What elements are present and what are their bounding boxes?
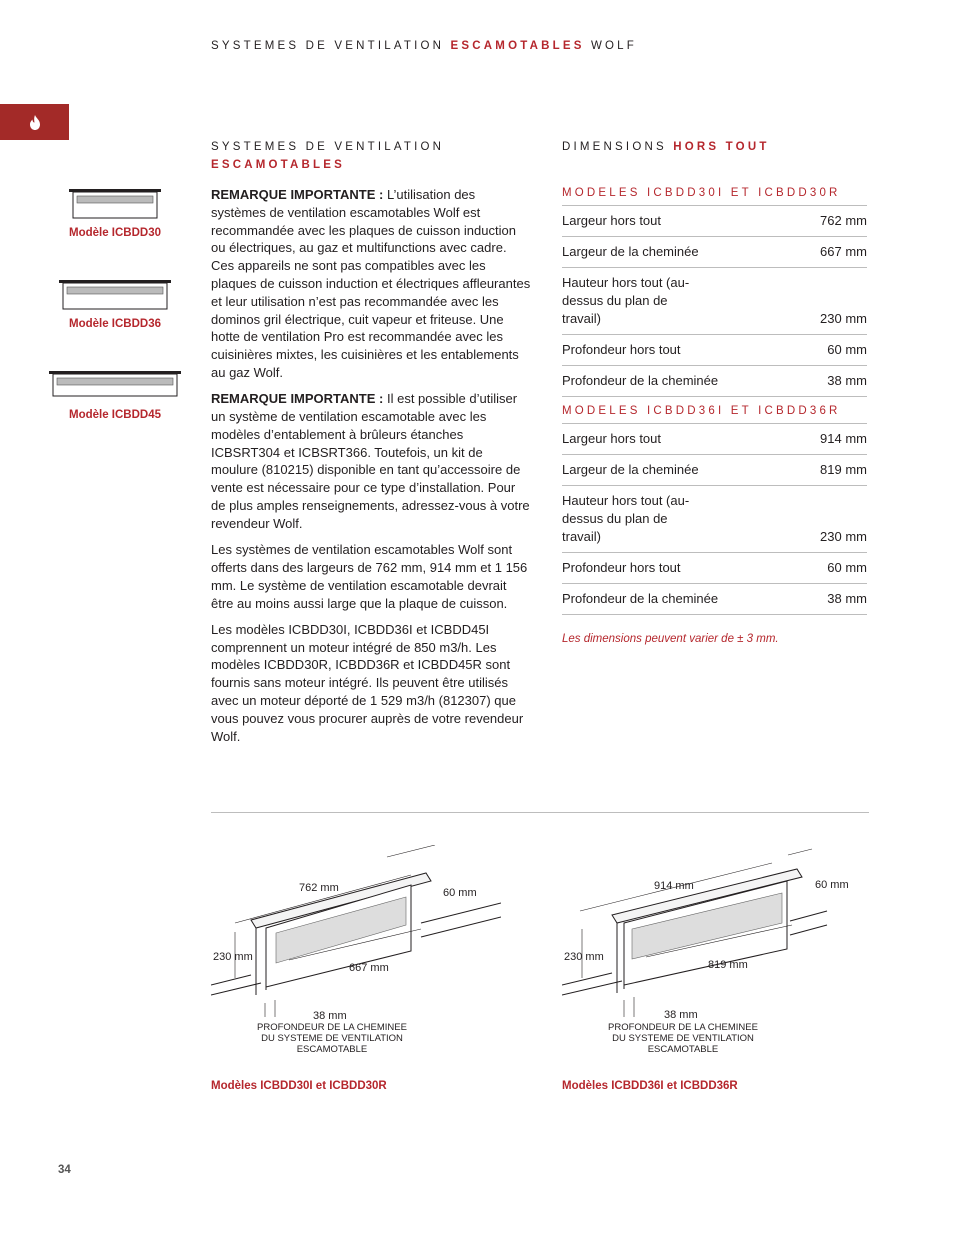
thumb-label-36: Modèle ICBDD36 xyxy=(68,318,162,330)
dim-chimney-depth: 38 mm xyxy=(664,1009,698,1021)
cap-line1: PROFONDEUR DE LA CHEMINEE xyxy=(257,1022,407,1033)
left-title xyxy=(211,138,531,174)
page-header xyxy=(211,40,637,52)
row-value: 819 mm xyxy=(820,455,867,486)
p1-text: L’utilisation des systèmes de ventilation escamotables Wolf est recommandée avec les plaques de cuisson induction ou électriques, au gaz et multifunctions avec cadre. Ces appareils ne sont pas compatibles avec les plaques de cuisson induction et électriques affleurantes et leur utilisation n’est pas recommandée avec les dominos gril électrique, cuit vapeur et friteuse. Une hotte de ventilation Pro est recommandée avec les cuisinières mixtes, les cuisinières et les entablements au gaz Wolf. xyxy=(211,187,531,380)
thumb-label-30: Modèle ICBDD30 xyxy=(68,227,162,239)
row-value: 38 mm xyxy=(820,366,867,397)
row-label: Profondeur hors tout xyxy=(562,553,820,584)
p2-text: Il est possible d’utiliser un système de ventilation escamotable avec les modèles d’entablement à brûleurs étanches ICBSRT304 et ICBSRT366. Toutefois, un kit de moulure (810215) disponible en tant qu’accessoire de vente est nécessaire pour ce type d’installation. Pour de plus amples renseignements, adressez-vous à votre revendeur Wolf. xyxy=(211,391,530,531)
table-row xyxy=(562,584,867,615)
left-column xyxy=(211,138,531,754)
right-title-part1: DIMENSIONS xyxy=(562,141,674,153)
diagram-icbdd36 xyxy=(562,845,852,1065)
cap-line1: PROFONDEUR DE LA CHEMINEE xyxy=(608,1022,758,1033)
paragraph-4: Les modèles ICBDD30I, ICBDD36I et ICBDD45I comprennent un moteur intégré de 850 m3/h. Les modèles ICBDD30R, ICBDD36R et ICBDD45R sont fournis sans moteur intégré. Ils peuvent être utilisés avec un moteur déporté de 1 529 m3/h (812307) que vous pouvez vous procurer auprès de votre revendeur Wolf. xyxy=(211,621,524,744)
paragraph-1 xyxy=(211,186,531,382)
row-label: Hauteur hors tout (au-dessus du plan de travail) xyxy=(562,486,820,553)
row-label: Profondeur de la cheminée xyxy=(562,584,820,615)
row-value: 60 mm xyxy=(820,335,867,366)
table-row xyxy=(562,455,867,486)
p2-bold: REMARQUE IMPORTANTE : xyxy=(211,391,384,407)
dim-depth: 60 mm xyxy=(815,879,849,891)
thumb-icbdd30 xyxy=(40,187,190,239)
left-title-line2: ESCAMOTABLES xyxy=(211,159,346,171)
dim-height: 230 mm xyxy=(213,951,253,963)
table-row xyxy=(562,268,867,335)
table-row xyxy=(562,206,867,237)
chimney-depth-caption xyxy=(241,1022,423,1055)
row-label: Hauteur hors tout (au-dessus du plan de travail) xyxy=(562,268,820,335)
row-value: 667 mm xyxy=(820,237,867,268)
left-title-line1: SYSTEMES DE VENTILATION xyxy=(211,141,445,153)
row-value: 914 mm xyxy=(820,424,867,455)
page-number: 34 xyxy=(58,1164,71,1176)
table-row xyxy=(562,335,867,366)
table-row xyxy=(562,237,867,268)
thumb-label-45: Modèle ICBDD45 xyxy=(68,409,162,421)
cap-line3: ESCAMOTABLE xyxy=(296,1044,368,1055)
flame-icon xyxy=(29,115,41,130)
header-part2: ESCAMOTABLES xyxy=(450,40,585,52)
section-divider xyxy=(211,812,869,813)
thumb-icbdd45 xyxy=(40,369,190,421)
table-title-30: MODELES ICBDD30I ET ICBDD30R xyxy=(562,187,841,199)
table-title-36: MODELES ICBDD36I ET ICBDD36R xyxy=(562,405,841,417)
left-body xyxy=(211,186,531,745)
row-label: Largeur de la cheminée xyxy=(562,455,820,486)
downdraft-thumbnail-36 xyxy=(59,278,171,310)
right-column xyxy=(562,138,867,645)
table-row xyxy=(562,486,867,553)
downdraft-thumbnail-30 xyxy=(69,187,161,219)
chimney-depth-caption xyxy=(592,1022,774,1055)
dim-height: 230 mm xyxy=(564,951,604,963)
row-label: Largeur de la cheminée xyxy=(562,237,820,268)
row-value: 230 mm xyxy=(820,268,867,335)
row-label: Largeur hors tout xyxy=(562,424,820,455)
dimensions-table-30 xyxy=(562,205,867,397)
right-title-part2: HORS TOUT xyxy=(673,141,770,153)
table-row xyxy=(562,366,867,397)
p1-bold: REMARQUE IMPORTANTE : xyxy=(211,187,384,202)
tolerance-note: Les dimensions peuvent varier de ± 3 mm. xyxy=(562,633,779,645)
row-value: 38 mm xyxy=(820,584,867,615)
row-label: Profondeur hors tout xyxy=(562,335,820,366)
header-part1: SYSTEMES DE VENTILATION xyxy=(211,40,451,52)
table-row xyxy=(562,424,867,455)
row-label: Largeur hors tout xyxy=(562,206,820,237)
dim-chimney: 819 mm xyxy=(708,959,748,971)
header-part3: WOLF xyxy=(584,40,637,52)
table-row xyxy=(562,553,867,584)
row-value: 60 mm xyxy=(820,553,867,584)
row-label: Profondeur de la cheminée xyxy=(562,366,820,397)
dim-width: 762 mm xyxy=(299,882,339,894)
downdraft-thumbnail-45 xyxy=(49,369,181,401)
diagram-icbdd30 xyxy=(211,845,501,1065)
dim-chimney: 667 mm xyxy=(349,962,389,974)
cap-line3: ESCAMOTABLE xyxy=(647,1044,719,1055)
row-value: 762 mm xyxy=(820,206,867,237)
row-value: 230 mm xyxy=(820,486,867,553)
dim-depth: 60 mm xyxy=(443,887,477,899)
paragraph-3: Les systèmes de ventilation escamotables Wolf sont offerts dans des largeurs de 762 mm, 914 mm et 1 156 mm. Le système de ventilation escamotable devrait être au moins aussi large que la plaque de cuisson. xyxy=(211,542,528,611)
dimensions-table-36 xyxy=(562,423,867,615)
dim-width: 914 mm xyxy=(654,880,694,892)
flame-tab xyxy=(0,104,69,140)
cap-line2: DU SYSTEME DE VENTILATION xyxy=(261,1033,403,1044)
dim-chimney-depth: 38 mm xyxy=(313,1010,347,1022)
diagram-caption-36: Modèles ICBDD36I et ICBDD36R xyxy=(562,1080,738,1092)
right-title xyxy=(562,138,867,156)
diagram-caption-30: Modèles ICBDD30I et ICBDD30R xyxy=(211,1080,387,1092)
paragraph-2 xyxy=(211,390,531,532)
cap-line2: DU SYSTEME DE VENTILATION xyxy=(612,1033,754,1044)
thumb-icbdd36 xyxy=(40,278,190,330)
